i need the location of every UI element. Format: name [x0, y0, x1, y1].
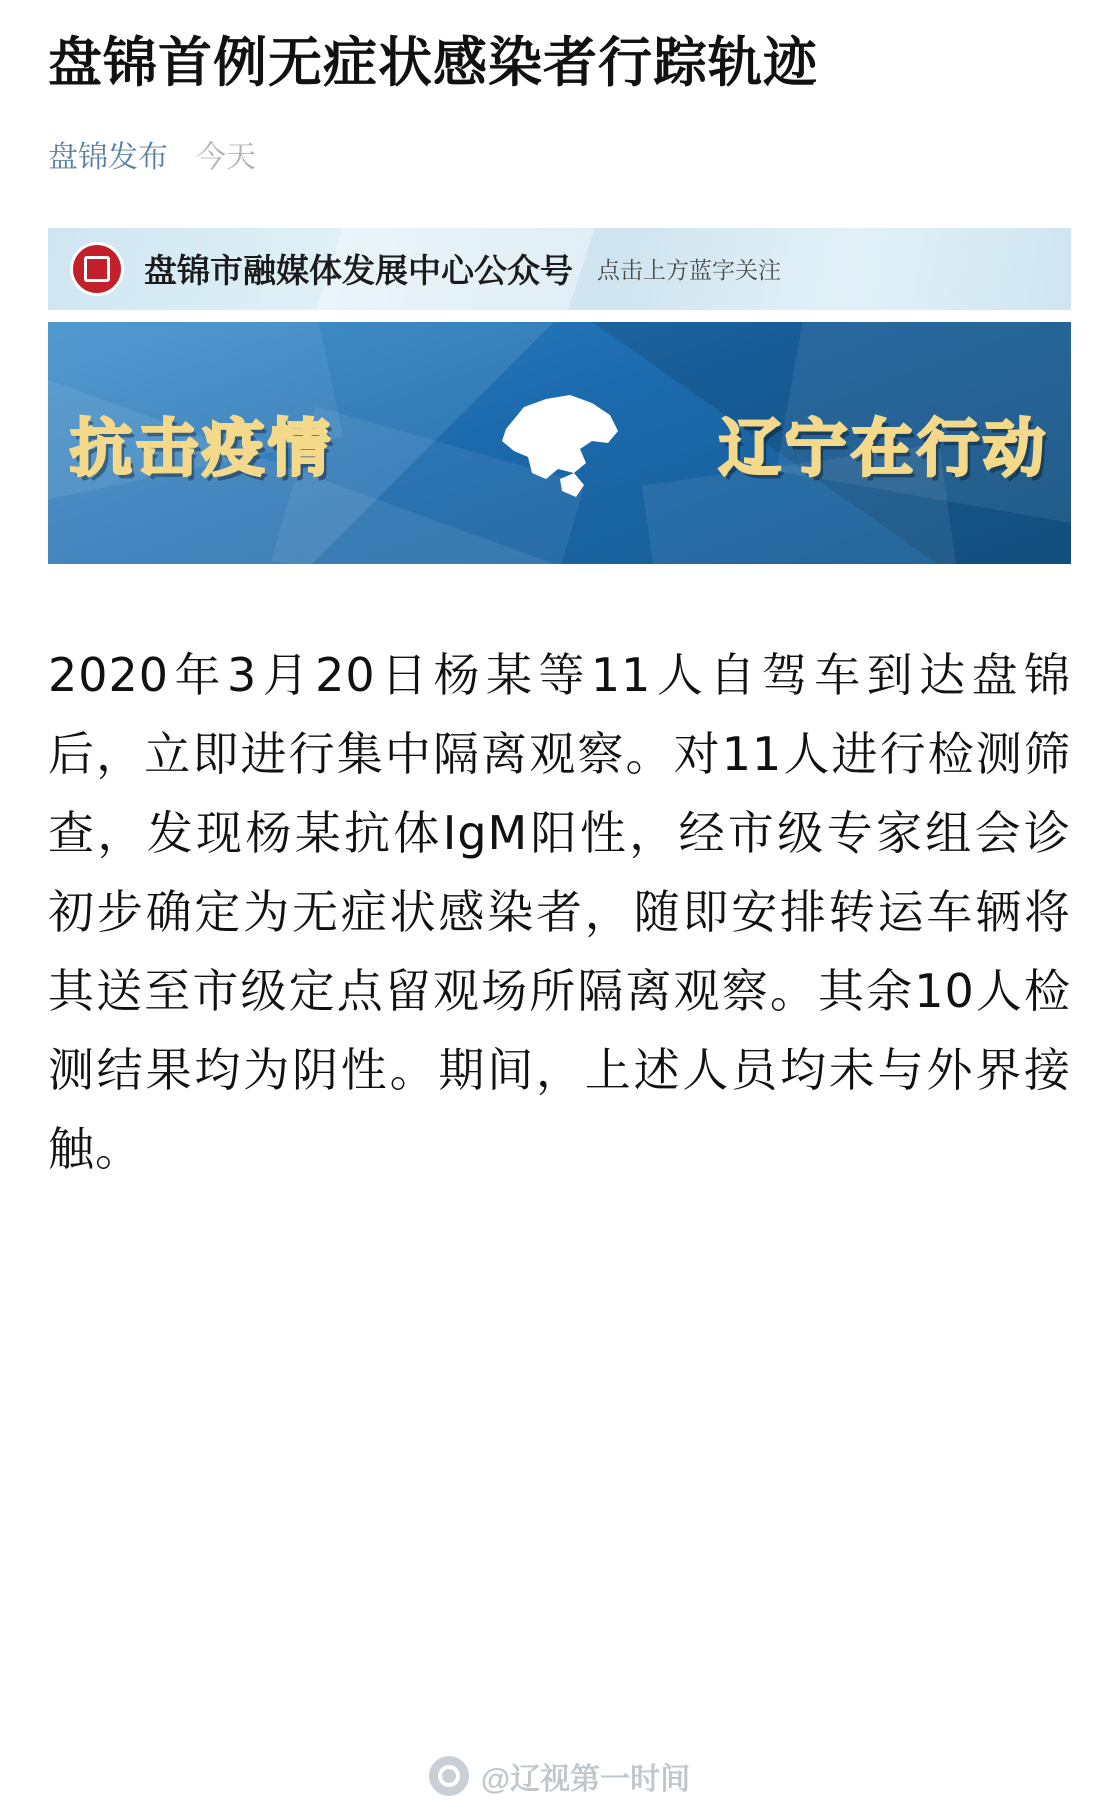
follow-hint-text: 点击上方蓝字关注 [597, 257, 781, 283]
watermark-text: @辽视第一时间 [480, 1763, 691, 1796]
liaoning-province-map-icon [488, 385, 628, 505]
red-circle-seal-icon [70, 242, 124, 296]
public-account-banner[interactable] [48, 228, 1071, 310]
hero-slogan-right: 辽宁在行动 [718, 414, 1049, 483]
watermark [0, 1754, 1119, 1798]
article-body: 2020年3月20日杨某等11人自驾车到达盘锦后，立即进行集中隔离观察。对11人进行检测筛查，发现杨某抗体IgM阳性，经市级专家组会诊初步确定为无症状感染者，随即安排转运车辆将其送至市级定点留观场所隔离观察。其余10人检测结果均为阴性。期间，上述人员均未与外界接触。 [48, 647, 1071, 1177]
weibo-icon [429, 1756, 469, 1796]
public-account-name[interactable]: 盘锦市融媒体发展中心公众号 [144, 252, 573, 289]
article-page [0, 30, 1119, 1816]
article-meta [48, 132, 1071, 176]
article-timestamp: 今天 [196, 140, 256, 174]
hero-slogan-left: 抗击疫情 [70, 414, 335, 483]
hero-image [48, 322, 1071, 564]
article-source-link[interactable]: 盘锦发布 [48, 140, 168, 174]
page-title: 盘锦首例无症状感染者行踪轨迹 [48, 33, 818, 93]
